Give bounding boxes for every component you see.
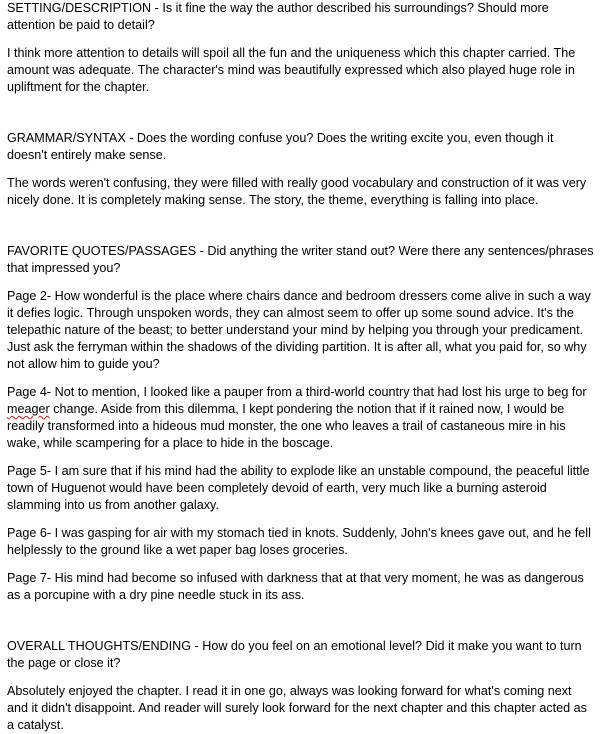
spellcheck-flagged-word[interactable]: meager	[7, 402, 50, 416]
grammar-answer: The words weren't confusing, they were filled with really good vocabulary and construction of it was very nicely done. It is completely making sense. The story, the theme, everything is falling into place.	[7, 176, 587, 207]
quotes-heading: FAVORITE QUOTES/PASSAGES - Did anything the writer stand out? Were there any sentences/phrases that impressed you?	[7, 244, 594, 275]
overall-heading: OVERALL THOUGHTS/ENDING - How do you feel on an emotional level? Did it make you want to turn the page or close it?	[7, 639, 582, 670]
quote-page-4	[7, 384, 595, 452]
setting-heading: SETTING/DESCRIPTION - Is it fine the way the author described his surroundings? Should more attention be paid to detail?	[7, 1, 549, 32]
quote-page-2: Page 2- How wonderful is the place where chairs dance and bedroom dressers come alive in such a way it defies logic. Through unspoken words, they can almost seem to offer up some sound advice. It's the telepathic nature of the beast; to better understand your mind by helping you through your predicament. Just ask the ferryman within the shadows of the dividing partition. It is after all, what you paid for, so why not allow him to guide you?	[7, 289, 591, 371]
overall-answer: Absolutely enjoyed the chapter. I read it in one go, always was looking forward for what's coming next and it didn't disappoint. And reader will surely look forward for the next chapter and this chapter acted as a catalyst.	[7, 684, 587, 732]
setting-answer: I think more attention to details will spoil all the fun and the uniqueness which this chapter carried. The amount was adequate. The character's mind was beautifully expressed which also played huge role in upliftment for the chapter.	[7, 46, 576, 94]
grammar-heading: GRAMMAR/SYNTAX - Does the wording confuse you? Does the writing excite you, even though it doesn't entirely make sense.	[7, 131, 554, 162]
document-body	[7, 0, 595, 734]
quote-page-4-end: change. Aside from this dilemma, I kept pondering the notion that if it rained now, I would be readily transformed into a hideous mud monster, the one who leaves a trail of castaneous mire in his wake, while scampering for a place to hide in the boscage.	[7, 402, 566, 450]
quote-page-7: Page 7- His mind had become so infused with darkness that at that very moment, he was as dangerous as a porcupine with a dry pine needle stuck in its ass.	[7, 571, 584, 602]
quote-page-4-start: Page 4- Not to mention, I looked like a pauper from a third-world country that had lost his urge to beg for	[7, 385, 587, 399]
quote-page-5: Page 5- I am sure that if his mind had the ability to explode like an unstable compound, the peaceful little town of Huguenot would have been completely devoid of earth, very much like a burning asteroid slamming into us from another galaxy.	[7, 464, 590, 512]
quote-page-6: Page 6- I was gasping for air with my stomach tied in knots. Suddenly, John's knees gave out, and he fell helplessly to the ground like a wet paper bag loses groceries.	[7, 526, 591, 557]
